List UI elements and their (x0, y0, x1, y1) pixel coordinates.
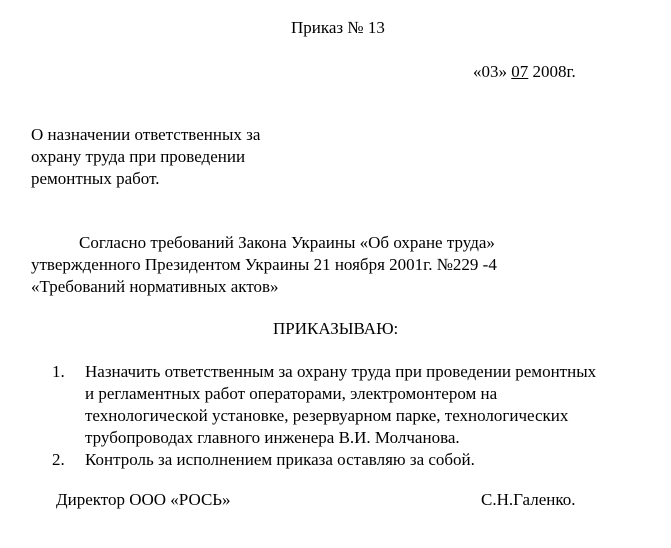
order-item (52, 361, 596, 449)
order-heading: ПРИКАЗЫВАЮ: (273, 319, 399, 338)
document-title: Приказ № 13 (291, 18, 385, 37)
order-items (52, 361, 596, 471)
item-line: и регламентных работ операторами, электромонтером на (85, 384, 498, 403)
subject-line: охрану труда при проведении (31, 147, 246, 166)
item-line: технологической установке, резервуарном парке, технологических (85, 406, 569, 425)
order-item (52, 449, 596, 471)
item-number: 2. (52, 450, 65, 469)
date-month: 07 (511, 62, 529, 81)
item-number: 1. (52, 362, 65, 381)
basis-line: утвержденного Президентом Украины 21 ноября 2001г. №229 -4 (31, 255, 497, 274)
signature-position: Директор ООО «РОСЬ» (56, 490, 231, 509)
basis-line: «Требований нормативных актов» (31, 277, 279, 296)
date-year: 2008г. (532, 62, 576, 81)
date-day: «03» (473, 62, 507, 81)
item-line: Контроль за исполнением приказа оставляю за собой. (85, 450, 475, 469)
document-date (473, 61, 576, 83)
signature-name: С.Н.Галенко. (481, 490, 576, 509)
item-line: трубопроводах главного инженера В.И. Молчанова. (85, 428, 460, 447)
order-subject (31, 124, 260, 190)
basis-line: Согласно требований Закона Украины «Об охране труда» (79, 233, 495, 252)
subject-line: ремонтных работ. (31, 169, 160, 188)
subject-line: О назначении ответственных за (31, 125, 261, 144)
order-basis (31, 232, 497, 298)
item-line: Назначить ответственным за охрану труда при проведении ремонтных (85, 362, 597, 381)
